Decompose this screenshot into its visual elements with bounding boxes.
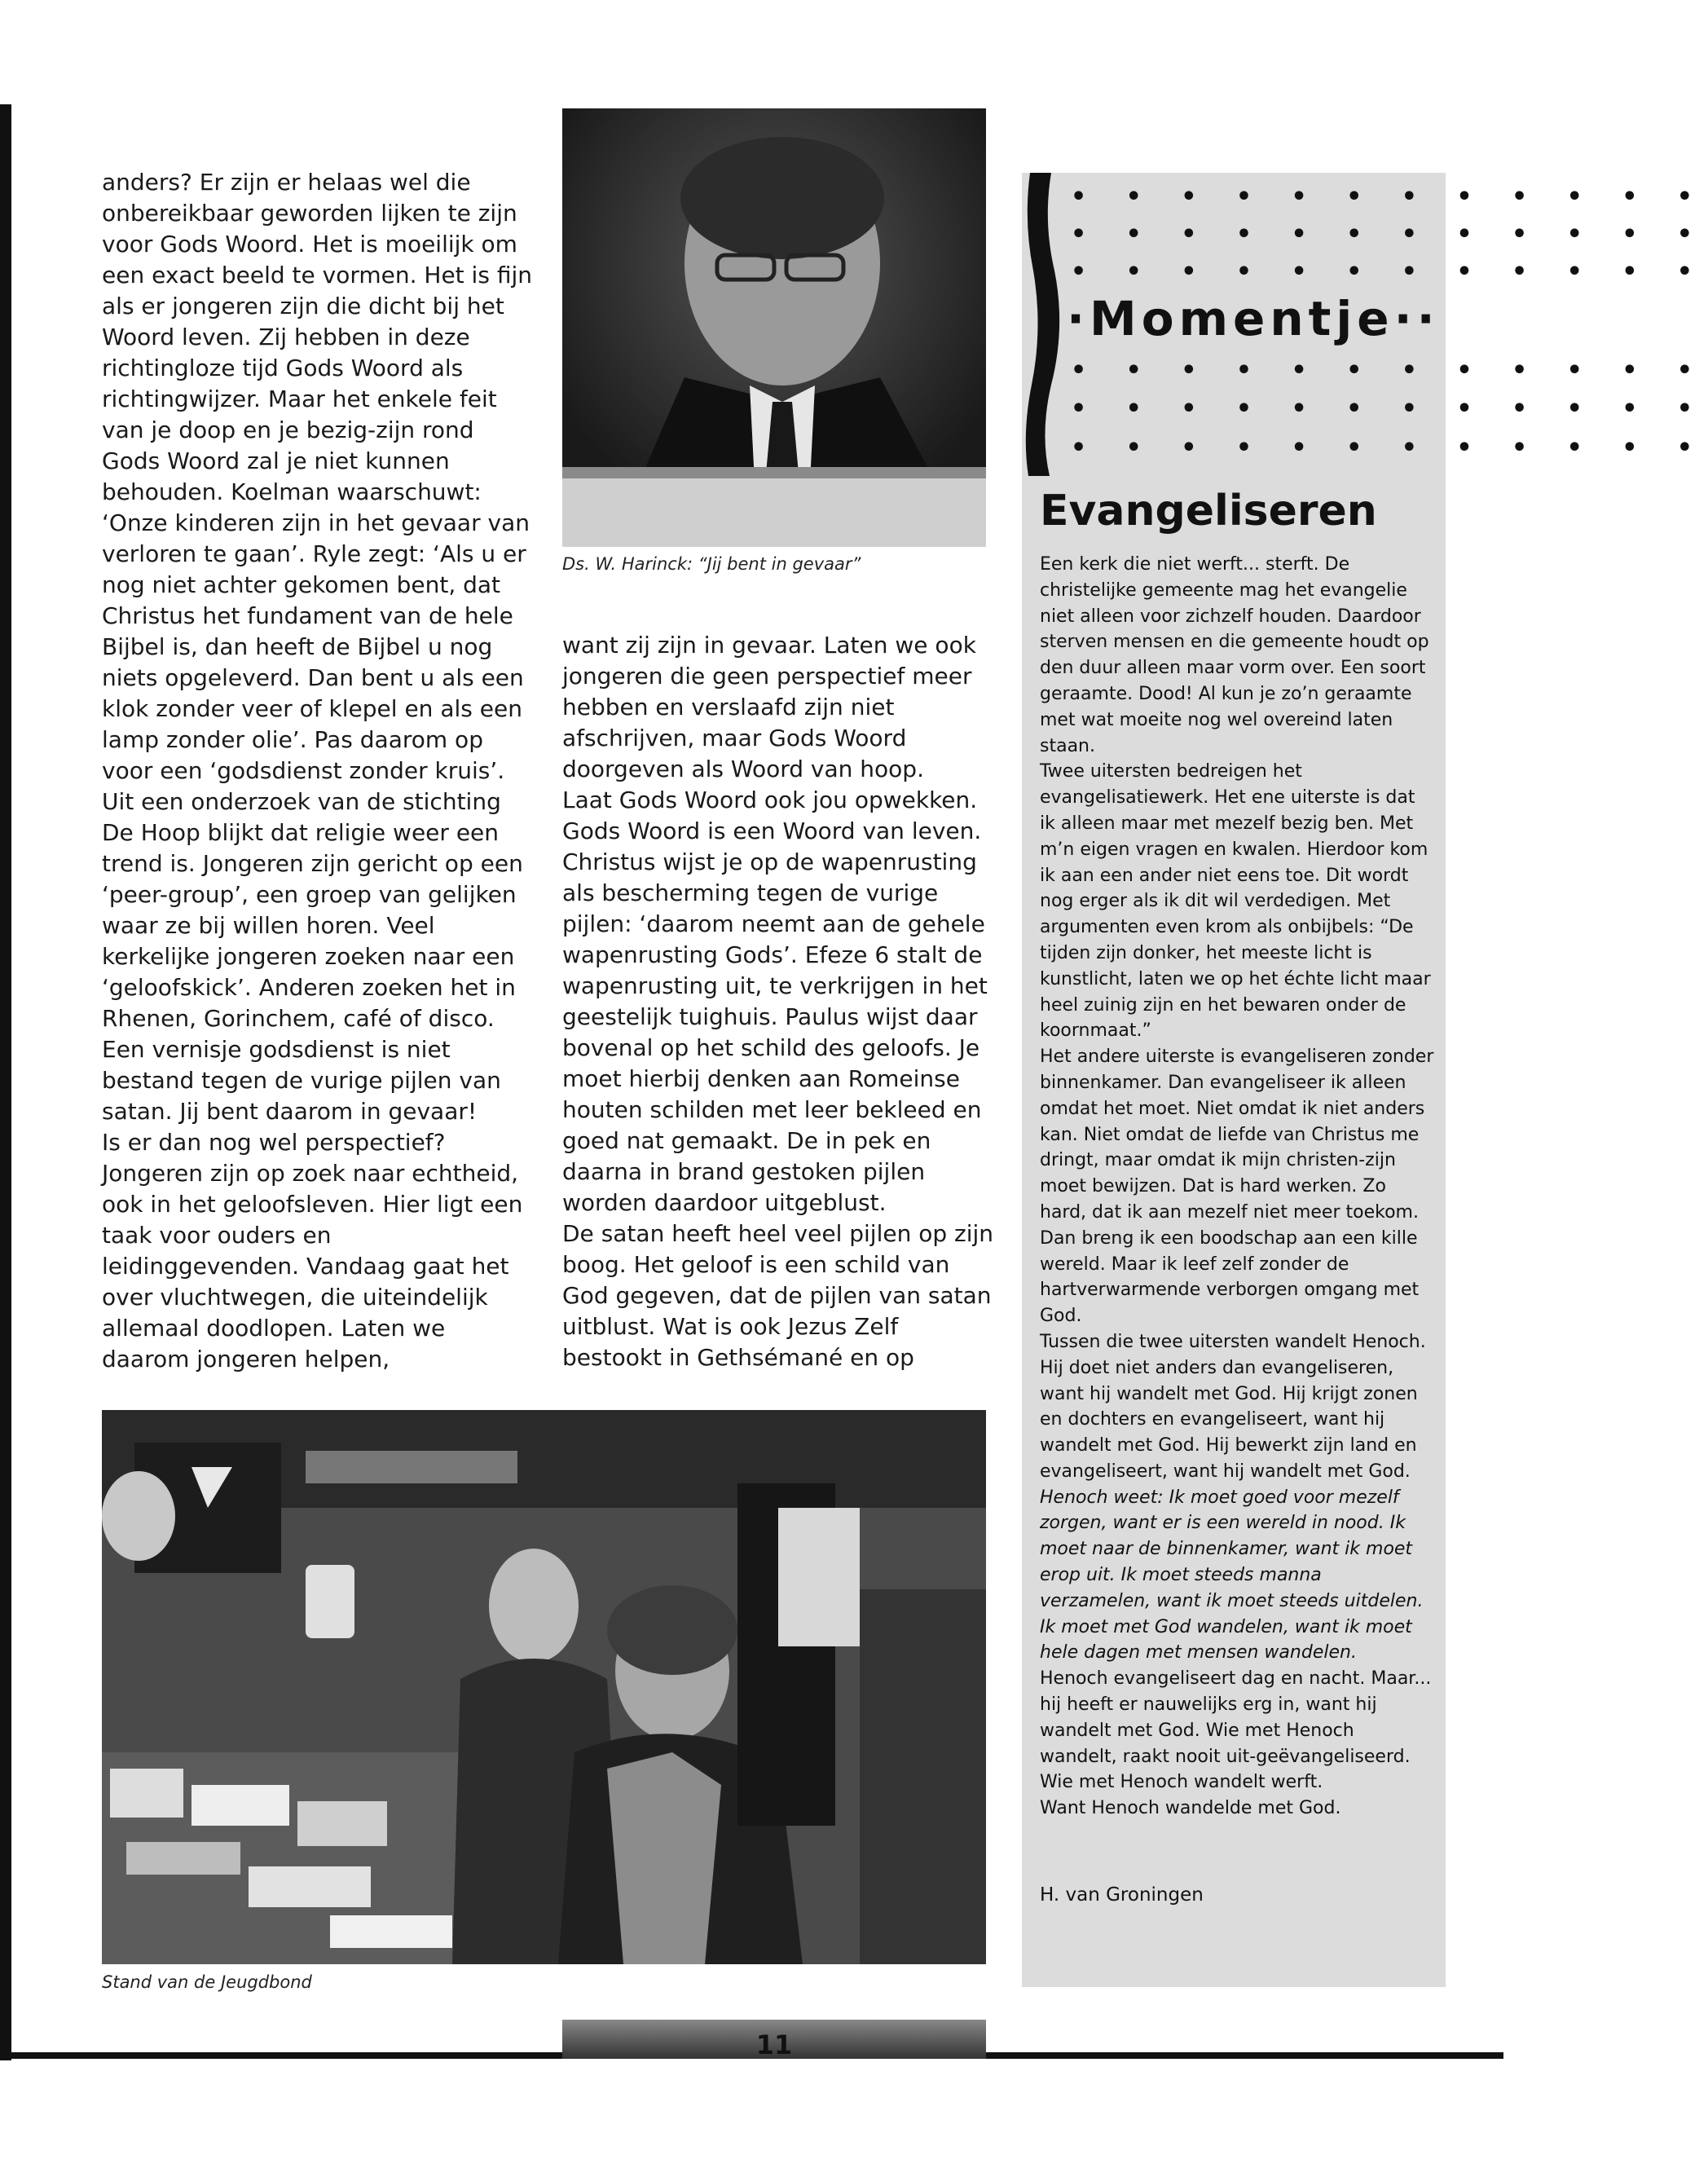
sidebar-paragraph: Twee uitersten bedreigen het evangelisatiewerk. Het ene uiterste is dat ik alleen maar met mezelf bezig ben. Met m’n eigen vragen en kwalen. Hierdoor kom ik aan een ander niet eens toe. Dit wordt nog erger als ik dit wil verdedigen. Met argumenten even krom als onbijbels: “De tijden zijn donker, het meeste licht is kunstlicht, laten we op het échte licht maar heel zuinig zijn en het bewaren onder de koornmaat.” xyxy=(1040,761,1431,1042)
sidebar-paragraph: Wie met Henoch wandelt werft. xyxy=(1040,1772,1323,1793)
bookstand-photo xyxy=(102,1410,986,1964)
momentje-sidebar xyxy=(1022,173,1708,1987)
page-edge-left xyxy=(0,104,11,2060)
article-paragraph: anders? Er zijn er helaas wel die onbereikbaar geworden lijken te zijn voor Gods Woord. Het is moeilijk om een exact beeld te vormen. Het is fijn als er jongeren zijn die dicht bij het Woord leven. Zij hebben in deze richtingloze tijd Gods Woord als richtingwijzer. Maar het enkele feit van je doop en je bezig-zijn rond Gods Woord zal je niet kunnen behouden. Koelman waarschuwt: ‘Onze kinderen zijn in het gevaar van verloren te gaan’. Ryle zegt: ‘Als u er nog niet achter gekomen bent, dat Christus het fundament van de hele Bijbel is, dan heeft de Bijbel u nog niets opgeleverd. Dan bent u als een klok zonder veer of klepel en als een lamp zonder olie’. Pas daarom op voor een ‘godsdienst zonder kruis’. xyxy=(102,169,532,784)
sidebar-paragraph: Het andere uiterste is evangeliseren zonder binnenkamer. Dan evangeliseer ik alleen omdat het moet. Niet omdat ik niet anders kan. Niet omdat de liefde van Christus me dringt, maar omdat ik mijn christen-zijn moet bewijzen. Dat is hard werken. Zo hard, dat ik aan mezelf niet meer toekom. Dan breng ik een boodschap aan een kille wereld. Maar ik leef zelf zonder de hartverwarmende verborgen omgang met God. xyxy=(1040,1047,1434,1327)
article-paragraph: want zij zijn in gevaar. Laten we ook jongeren die geen perspectief meer hebben en verslaafd zijn niet afschrijven, maar Gods Woord doorgeven als Woord van hoop. xyxy=(562,632,976,782)
dot-row: • • • • • • • • • • • • xyxy=(1071,183,1708,211)
dot-row: • • • • • • • • • • • • xyxy=(1071,434,1708,462)
page-number: 11 xyxy=(755,2029,793,2060)
article-paragraph: Laat Gods Woord ook jou opwekken. Gods Woord is een Woord van leven. Christus wijst je op de wapenrusting als bescherming tegen de vurige pijlen: ‘daarom neemt aan de gehele wapenrusting Gods’. Efeze 6 stalt de wapenrusting uit, te verkrijgen in het geestelijk tuighuis. Paulus wijst daar bovenal op het schild des geloofs. Je moet hierbij denken aan Romeinse houten schilden met leer bekleed en goed nat gemaakt. De in pek en daarna in brand gestoken pijlen worden daardoor uitgeblust. xyxy=(562,787,988,1216)
sidebar-paragraph: Henoch evangeliseert dag en nacht. Maar... hij heeft er nauwelijks erg in, want hij wandelt met God. Wie met Henoch wandelt, raakt nooit uit-geëvangeliseerd. xyxy=(1040,1668,1432,1767)
sidebar-body xyxy=(1040,552,1435,1822)
article-column-1 xyxy=(102,167,534,1375)
sidebar-paragraph: Een kerk die niet werft... sterft. De christelijke gemeente mag het evangelie niet alleen voor zichzelf houden. Daardoor sterven mensen en die gemeente houdt op den duur alleen maar vorm over. Een soort geraamte. Dood! Al kun je zo’n geraamte met wat moeite nog wel overeind laten staan. xyxy=(1040,554,1429,756)
dot-row: • • • • • • • • • • • • xyxy=(1071,258,1708,286)
sidebar-paragraph: Henoch weet: Ik moet goed voor mezelf zorgen, want er is een wereld in nood. Ik moet naar de binnenkamer, want ik moet erop uit. Ik moet steeds manna verzamelen, want ik moet steeds uitdelen. Ik moet met God wandelen, want ik moet hele dagen met mensen wandelen. xyxy=(1040,1487,1424,1663)
sidebar-paragraph: Want Henoch wandelde met God. xyxy=(1040,1798,1341,1819)
wavy-bar-ornament xyxy=(1022,173,1071,476)
dot-row: • • • • • • • • • • • • xyxy=(1071,220,1708,249)
sidebar-author: H. van Groningen xyxy=(1040,1884,1204,1906)
speaker-photo xyxy=(562,108,986,547)
photo-caption-top: Ds. W. Harinck: “Jij bent in gevaar” xyxy=(562,554,861,574)
sidebar-paragraph: Tussen die twee uitersten wandelt Henoch. Hij doet niet anders dan evangeliseren, want hij wandelt met God. Hij krijgt zonen en dochters en evangeliseert, want hij wandelt met God. Hij bewerkt zijn land en evangeliseert, want hij wandelt met God. xyxy=(1040,1331,1426,1482)
momentje-banner xyxy=(1022,173,1708,476)
article-paragraph: De satan heeft heel veel pijlen op zijn boog. Het geloof is een schild van God gegeven, dat de pijlen van satan uitblust. Wat is ook Jezus Zelf bestookt in Gethsémané en op xyxy=(562,1220,994,1371)
article-paragraph: Is er dan nog wel perspectief? Jongeren zijn op zoek naar echtheid, ook in het geloofsleven. Hier ligt een taak voor ouders en leidinggevenden. Vandaag gaat het over vluchtwegen, die uiteindelijk allemaal doodlopen. Laten we daarom jongeren helpen, xyxy=(102,1129,523,1373)
page-number-bar xyxy=(562,2020,986,2059)
article-paragraph: Uit een onderzoek van de stichting De Hoop blijkt dat religie weer een trend is. Jongeren zijn gericht op een ‘peer-group’, een groep van gelijken waar ze bij willen horen. Veel kerkelijke jongeren zoeken naar een ‘geloofskick’. Anderen zoeken het in Rhenen, Gorinchem, café of disco. Een vernisje godsdienst is niet bestand tegen de vurige pijlen van satan. Jij bent daarom in gevaar! xyxy=(102,788,523,1125)
momentje-kicker: ·Momentje·· xyxy=(1067,291,1440,346)
photo-caption-bottom: Stand van de Jeugdbond xyxy=(102,1972,312,1992)
sidebar-heading: Evangeliseren xyxy=(1040,487,1377,535)
dot-row: • • • • • • • • • • • • xyxy=(1071,394,1708,423)
article-column-2 xyxy=(562,630,994,1373)
dot-row: • • • • • • • • • • • • xyxy=(1071,356,1708,385)
